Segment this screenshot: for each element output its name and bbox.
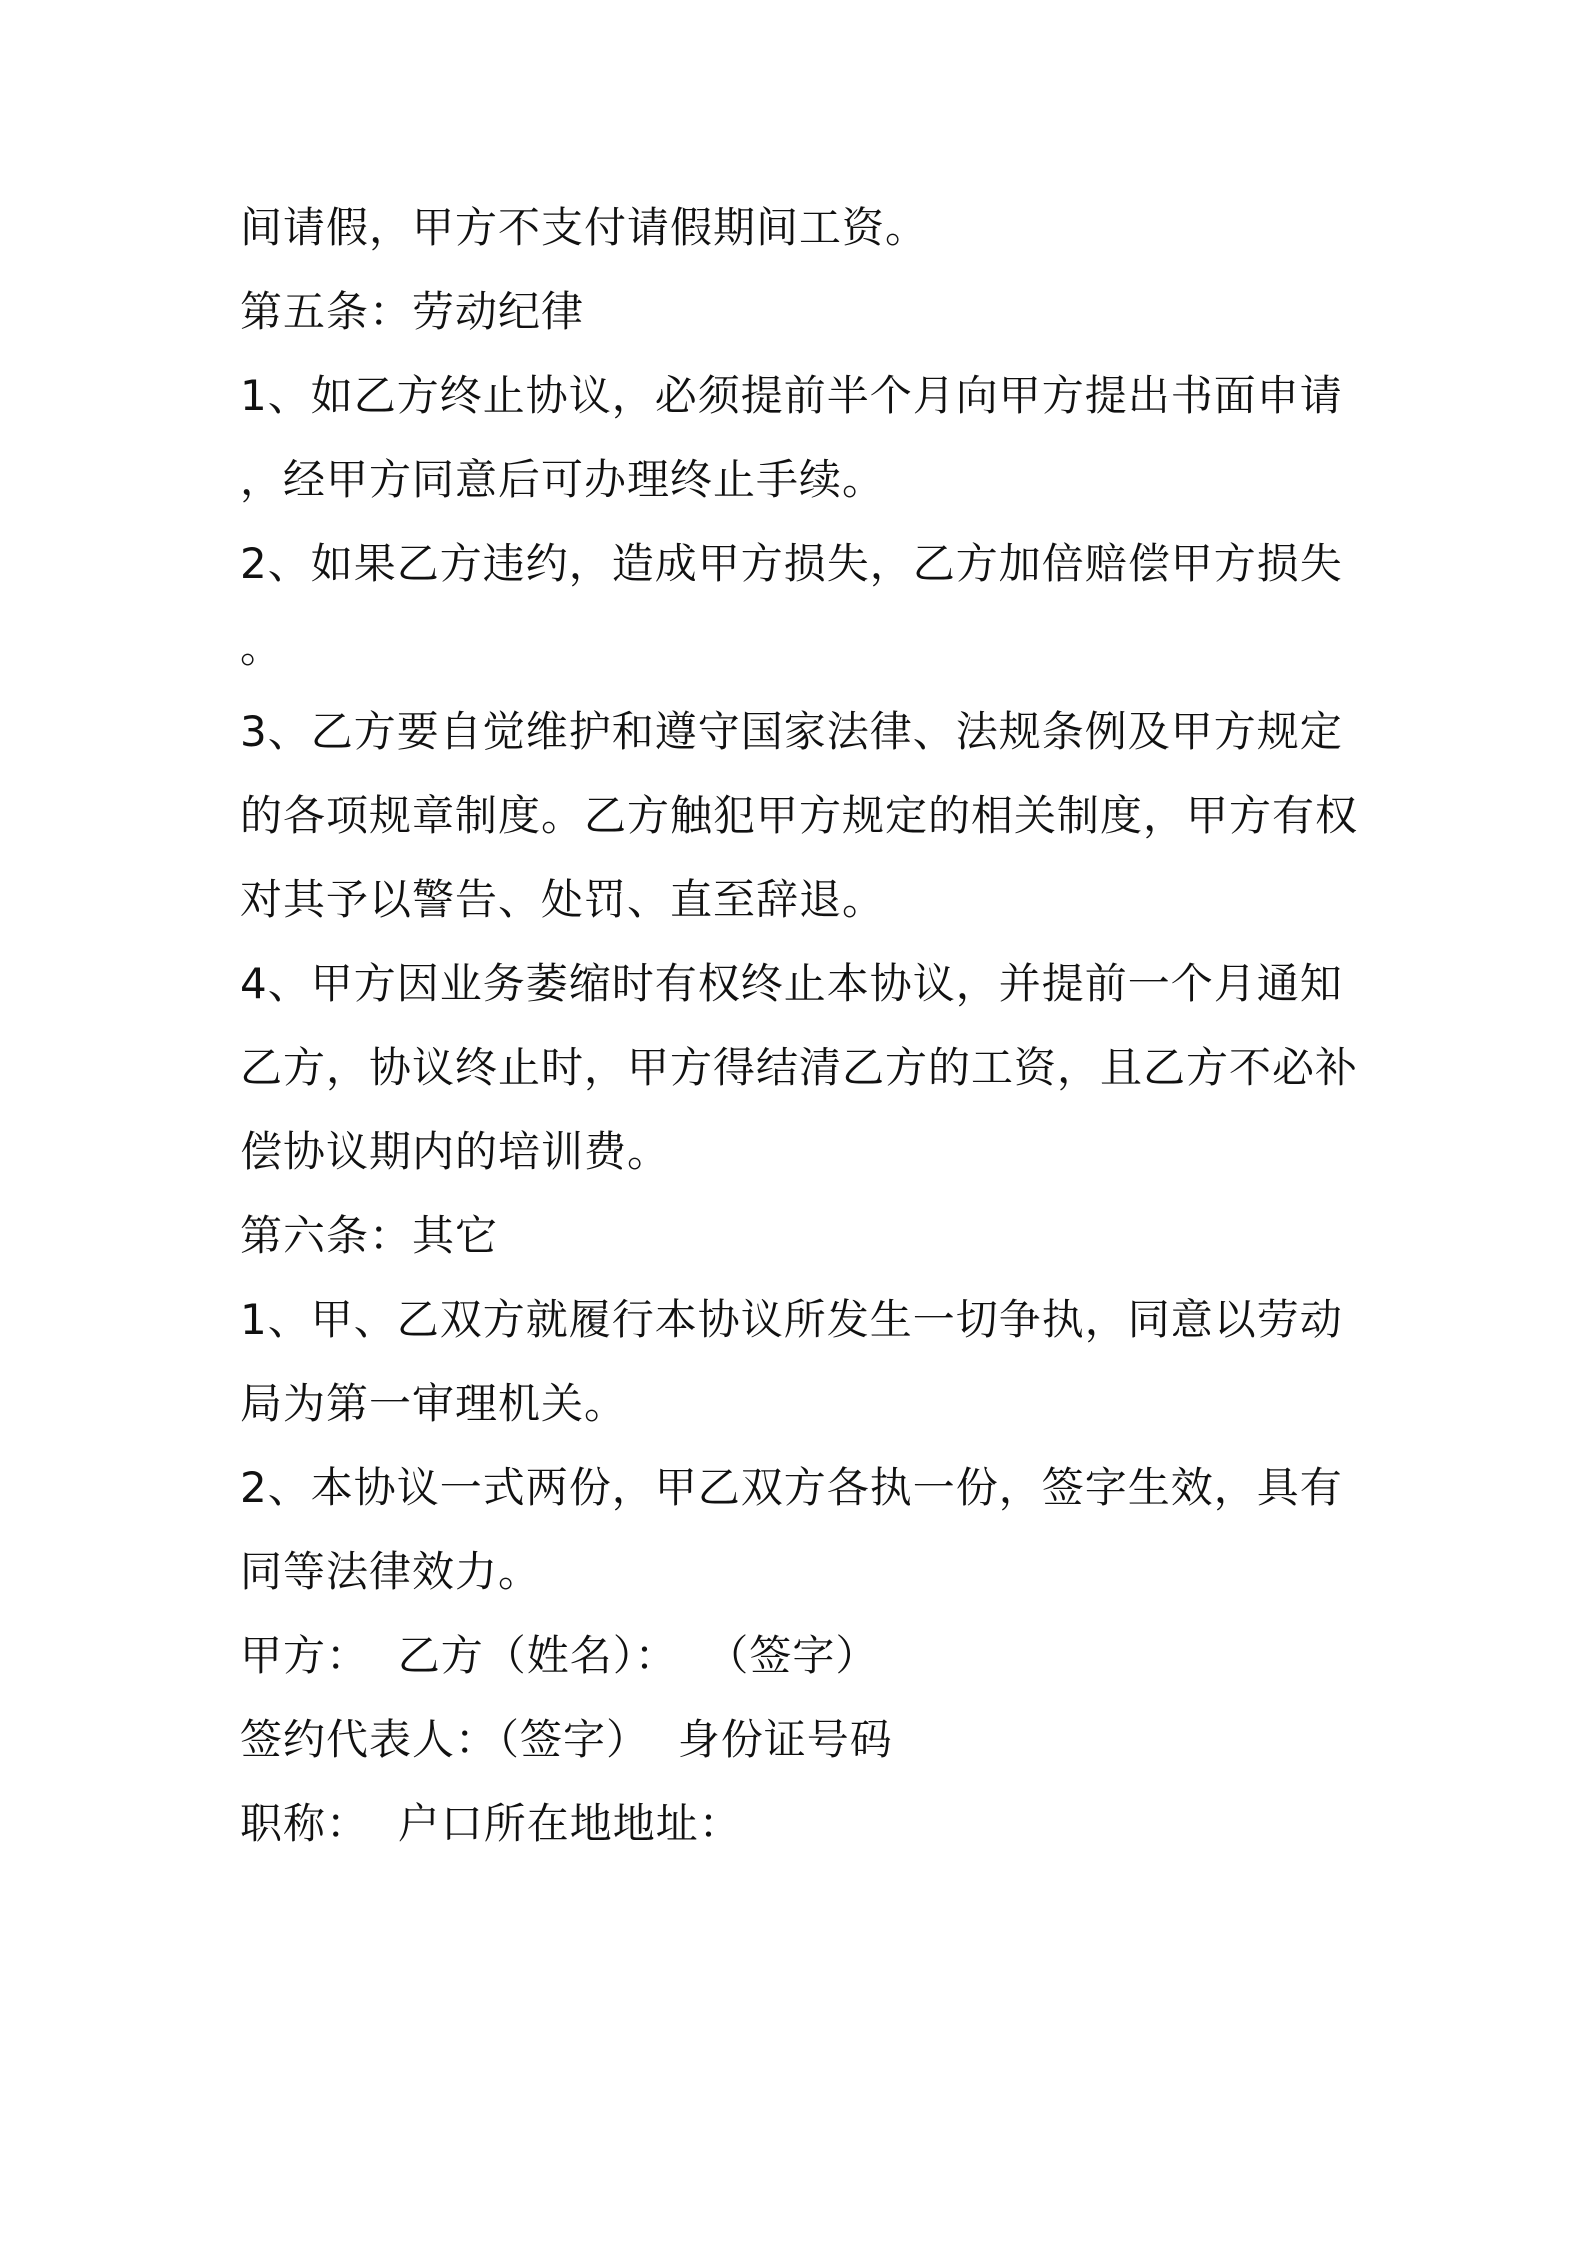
text-line: 4、甲方因业务萎缩时有权终止本协议，并提前一个月通知 [240,959,1343,1008]
text-line: 间请假，甲方不支付请假期间工资。 [240,203,929,252]
text-line: 1、如乙方终止协议，必须提前半个月向甲方提出书面申请 [240,371,1343,420]
text-line: ，经甲方同意后可办理终止手续。 [240,455,886,504]
text-line: 局为第一审理机关。 [240,1379,628,1428]
signature-line-title-address: 职称： 户口所在地地址： [240,1799,742,1848]
text-line: 同等法律效力。 [240,1547,542,1596]
text-line: 乙方，协议终止时，甲方得结清乙方的工资，且乙方不必补 [240,1043,1359,1092]
signature-line-parties: 甲方： 乙方（姓名）： （签字） [240,1631,879,1680]
section-heading-5: 第五条：劳动纪律 [240,287,585,336]
text-line: 1、甲、乙双方就履行本协议所发生一切争执，同意以劳动 [240,1295,1343,1344]
text-line: 3、乙方要自觉维护和遵守国家法律、法规条例及甲方规定 [240,707,1343,756]
text-line: 2、如果乙方违约，造成甲方损失，乙方加倍赔偿甲方损失 [240,539,1343,588]
text-line: 的各项规章制度。乙方触犯甲方规定的相关制度，甲方有权 [240,791,1359,840]
section-heading-6: 第六条：其它 [240,1211,499,1260]
signature-line-representative: 签约代表人：（签字） 身份证号码 [240,1715,893,1764]
text-line: 2、本协议一式两份，甲乙双方各执一份，签字生效，具有 [240,1463,1343,1512]
text-line: 偿协议期内的培训费。 [240,1127,671,1176]
text-line: 对其予以警告、处罚、直至辞退。 [240,875,886,924]
text-line: 。 [240,623,284,672]
